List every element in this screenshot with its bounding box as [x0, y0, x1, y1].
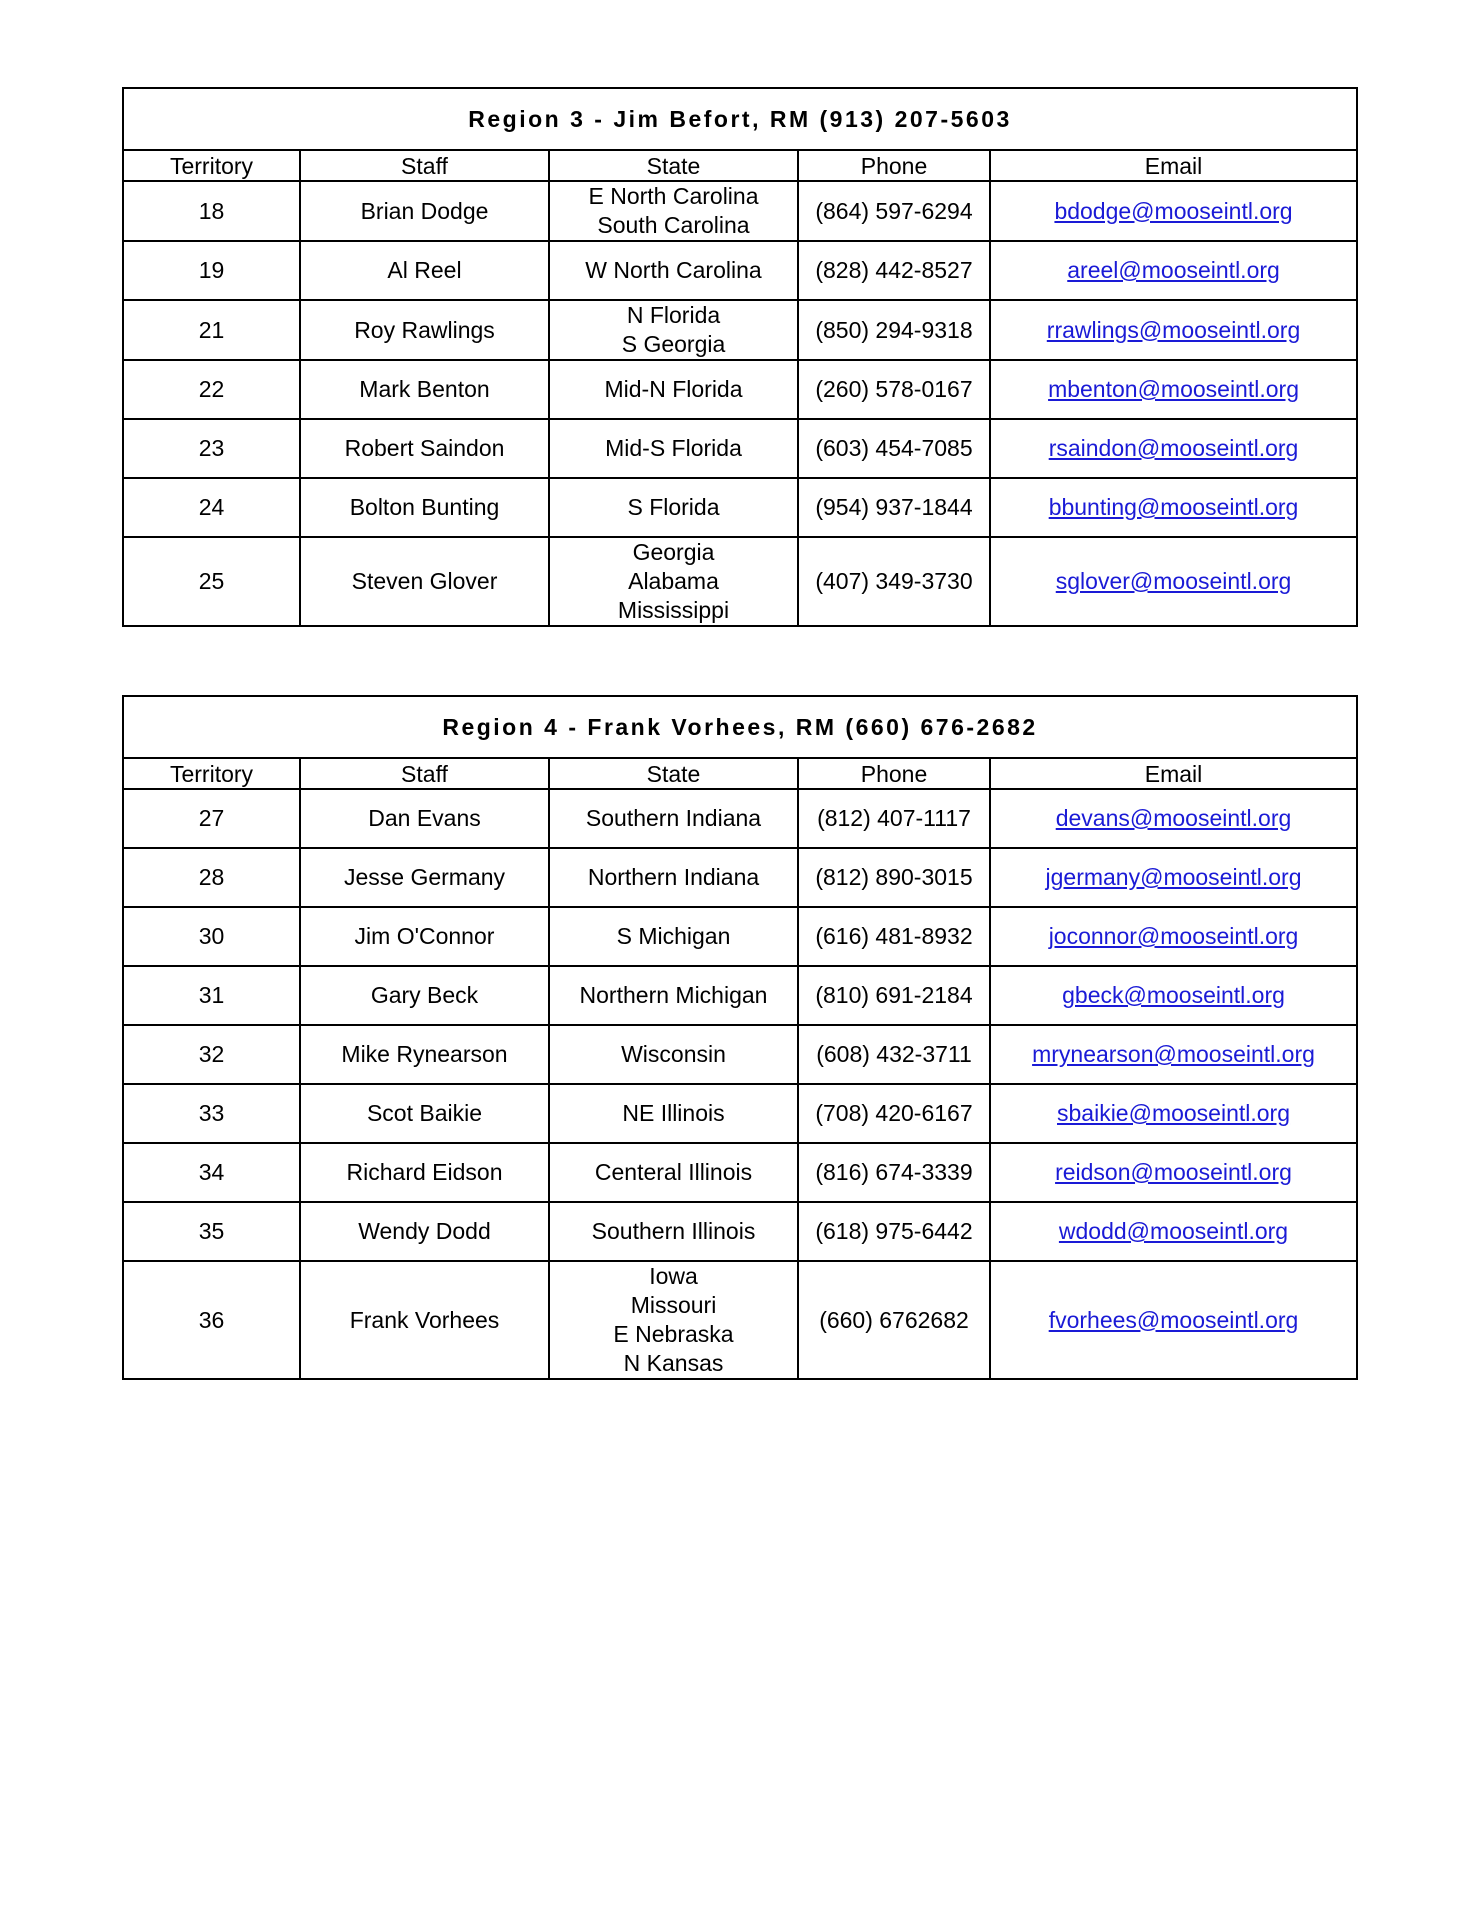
phone-cell: (618) 975-6442: [798, 1202, 990, 1261]
table-row: [123, 848, 1357, 907]
state-cell: [549, 848, 798, 907]
phone-cell: (850) 294-9318: [798, 300, 990, 360]
email-link[interactable]: joconnor@mooseintl.org: [1048, 923, 1299, 949]
email-link[interactable]: reidson@mooseintl.org: [1055, 1159, 1292, 1185]
column-header-state: State: [549, 150, 798, 181]
state-cell: [549, 1202, 798, 1261]
table-row: [123, 300, 1357, 360]
state-line: Mid-S Florida: [605, 435, 742, 461]
email-link[interactable]: bdodge@mooseintl.org: [1054, 197, 1293, 224]
territory-cell: 27: [123, 789, 300, 848]
territory-cell: 21: [123, 300, 300, 360]
territory-cell: 32: [123, 1025, 300, 1084]
territory-cell: 18: [123, 181, 300, 241]
territory-cell: 24: [123, 478, 300, 537]
email-cell: [990, 300, 1357, 360]
table-row: [123, 1025, 1357, 1084]
region-3-table-container: [122, 87, 1356, 627]
staff-cell: Dan Evans: [300, 789, 549, 848]
state-line: Northern Michigan: [579, 982, 768, 1008]
staff-cell: Bolton Bunting: [300, 478, 549, 537]
phone-cell: (812) 407-1117: [798, 789, 990, 848]
staff-cell: Brian Dodge: [300, 181, 549, 241]
table-row: [123, 1261, 1357, 1379]
region-4-table: [122, 695, 1358, 1380]
email-link[interactable]: sbaikie@mooseintl.org: [1057, 1100, 1291, 1126]
table-row: [123, 789, 1357, 848]
state-cell: [549, 907, 798, 966]
state-line: S Michigan: [616, 923, 731, 949]
territory-cell: 33: [123, 1084, 300, 1143]
email-cell: [990, 537, 1357, 626]
state-line: Centeral Illinois: [594, 1159, 753, 1185]
email-link[interactable]: fvorhees@mooseintl.org: [1048, 1306, 1299, 1333]
staff-cell: Richard Eidson: [300, 1143, 549, 1202]
email-cell: [990, 360, 1357, 419]
phone-cell: (812) 890-3015: [798, 848, 990, 907]
table-row: [123, 360, 1357, 419]
territory-cell: 34: [123, 1143, 300, 1202]
state-line: N Florida: [626, 302, 721, 328]
email-cell: [990, 1025, 1357, 1084]
staff-cell: Al Reel: [300, 241, 549, 300]
staff-cell: Jesse Germany: [300, 848, 549, 907]
region-3-table: [122, 87, 1358, 627]
table-row: [123, 907, 1357, 966]
email-link[interactable]: gbeck@mooseintl.org: [1062, 982, 1285, 1008]
state-cell: [549, 181, 798, 241]
staff-cell: Jim O'Connor: [300, 907, 549, 966]
state-line: Missouri: [630, 1292, 717, 1318]
email-link[interactable]: rrawlings@mooseintl.org: [1046, 316, 1301, 343]
state-cell: [549, 1143, 798, 1202]
column-header-phone: Phone: [798, 758, 990, 789]
state-line: S Georgia: [621, 331, 726, 357]
email-link[interactable]: mbenton@mooseintl.org: [1048, 376, 1299, 402]
region-title: Region 3 - Jim Befort, RM (913) 207-5603: [123, 88, 1357, 150]
region-4-table-container: [122, 695, 1356, 1380]
state-cell: [549, 419, 798, 478]
column-header-territory: Territory: [123, 150, 300, 181]
state-line: South Carolina: [597, 212, 750, 238]
territory-cell: 35: [123, 1202, 300, 1261]
state-cell: [549, 966, 798, 1025]
staff-cell: Wendy Dodd: [300, 1202, 549, 1261]
state-line: W North Carolina: [585, 257, 762, 283]
phone-cell: (708) 420-6167: [798, 1084, 990, 1143]
phone-cell: (864) 597-6294: [798, 181, 990, 241]
state-line: Alabama: [628, 568, 719, 594]
territory-cell: 25: [123, 537, 300, 626]
territory-cell: 36: [123, 1261, 300, 1379]
state-line: Mid-N Florida: [604, 376, 743, 402]
state-cell: [549, 478, 798, 537]
table-row: [123, 966, 1357, 1025]
state-cell: [549, 300, 798, 360]
state-line: Iowa: [649, 1263, 698, 1289]
phone-cell: (608) 432-3711: [798, 1025, 990, 1084]
email-cell: [990, 1143, 1357, 1202]
territory-cell: 23: [123, 419, 300, 478]
table-row: [123, 478, 1357, 537]
email-cell: [990, 478, 1357, 537]
email-link[interactable]: bbunting@mooseintl.org: [1048, 494, 1299, 520]
state-cell: [549, 360, 798, 419]
phone-cell: (603) 454-7085: [798, 419, 990, 478]
staff-cell: Mike Rynearson: [300, 1025, 549, 1084]
state-cell: [549, 241, 798, 300]
staff-cell: Steven Glover: [300, 537, 549, 626]
table-row: [123, 1143, 1357, 1202]
table-row: [123, 181, 1357, 241]
staff-cell: Scot Baikie: [300, 1084, 549, 1143]
table-row: [123, 1202, 1357, 1261]
phone-cell: (260) 578-0167: [798, 360, 990, 419]
region-title: Region 4 - Frank Vorhees, RM (660) 676-2682: [123, 696, 1357, 758]
state-cell: [549, 789, 798, 848]
phone-cell: (810) 691-2184: [798, 966, 990, 1025]
state-line: Wisconsin: [621, 1041, 726, 1067]
phone-cell: (954) 937-1844: [798, 478, 990, 537]
email-cell: [990, 966, 1357, 1025]
phone-cell: (660) 6762682: [798, 1261, 990, 1379]
table-row: [123, 241, 1357, 300]
email-cell: [990, 789, 1357, 848]
state-line: Northern Indiana: [587, 864, 760, 890]
column-header-state: State: [549, 758, 798, 789]
email-link[interactable]: rsaindon@mooseintl.org: [1048, 435, 1299, 461]
phone-cell: (816) 674-3339: [798, 1143, 990, 1202]
table-row: [123, 419, 1357, 478]
territory-cell: 30: [123, 907, 300, 966]
email-link[interactable]: wdodd@mooseintl.org: [1058, 1218, 1289, 1244]
email-link[interactable]: areel@mooseintl.org: [1067, 257, 1280, 283]
state-line: N Kansas: [623, 1350, 724, 1376]
staff-cell: Mark Benton: [300, 360, 549, 419]
email-cell: [990, 1261, 1357, 1379]
email-cell: [990, 419, 1357, 478]
staff-cell: Frank Vorhees: [300, 1261, 549, 1379]
column-header-staff: Staff: [300, 150, 549, 181]
state-line: NE Illinois: [622, 1100, 725, 1126]
staff-cell: Robert Saindon: [300, 419, 549, 478]
email-link[interactable]: devans@mooseintl.org: [1055, 805, 1292, 831]
table-row: [123, 1084, 1357, 1143]
column-header-staff: Staff: [300, 758, 549, 789]
email-cell: [990, 181, 1357, 241]
email-link[interactable]: jgermany@mooseintl.org: [1045, 864, 1302, 890]
state-cell: [549, 537, 798, 626]
column-header-phone: Phone: [798, 150, 990, 181]
territory-cell: 19: [123, 241, 300, 300]
state-cell: [549, 1261, 798, 1379]
phone-cell: (616) 481-8932: [798, 907, 990, 966]
state-line: S Florida: [627, 494, 720, 520]
phone-cell: (407) 349-3730: [798, 537, 990, 626]
column-header-email: Email: [990, 758, 1357, 789]
territory-cell: 28: [123, 848, 300, 907]
email-link[interactable]: mrynearson@mooseintl.org: [1032, 1041, 1315, 1067]
email-cell: [990, 1202, 1357, 1261]
staff-cell: Gary Beck: [300, 966, 549, 1025]
state-line: Georgia: [632, 539, 715, 565]
state-line: Mississippi: [617, 597, 730, 623]
staff-cell: Roy Rawlings: [300, 300, 549, 360]
state-line: Southern Illinois: [591, 1218, 756, 1244]
email-cell: [990, 241, 1357, 300]
phone-cell: (828) 442-8527: [798, 241, 990, 300]
table-row: [123, 537, 1357, 626]
territory-cell: 31: [123, 966, 300, 1025]
column-header-email: Email: [990, 150, 1357, 181]
state-cell: [549, 1025, 798, 1084]
email-link[interactable]: sglover@mooseintl.org: [1055, 568, 1292, 594]
state-line: Southern Indiana: [585, 805, 762, 831]
column-header-territory: Territory: [123, 758, 300, 789]
state-line: E Nebraska: [613, 1321, 734, 1347]
state-line: E North Carolina: [588, 183, 759, 209]
state-cell: [549, 1084, 798, 1143]
email-cell: [990, 907, 1357, 966]
email-cell: [990, 848, 1357, 907]
territory-cell: 22: [123, 360, 300, 419]
email-cell: [990, 1084, 1357, 1143]
